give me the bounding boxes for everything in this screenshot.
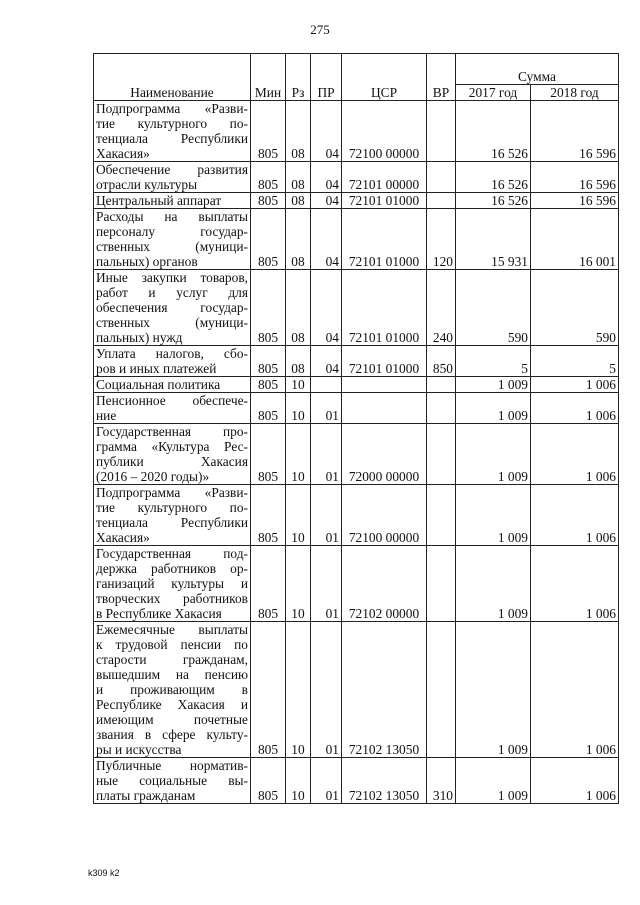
row-rz: 10	[286, 485, 311, 546]
row-csr: 72101 01000	[342, 193, 427, 209]
row-sum-2017: 1 009	[456, 485, 531, 546]
row-sum-2018: 1 006	[531, 377, 619, 393]
row-name-line: пальных) органов	[96, 254, 198, 269]
row-pr: 04	[311, 101, 342, 162]
row-name-line: звания в сфере культу-	[96, 727, 248, 742]
row-sum-2018: 1 006	[531, 485, 619, 546]
row-name-line: Государственная про-	[96, 424, 248, 439]
table-row	[94, 193, 619, 209]
header-year-2018: 2018 год	[531, 85, 619, 101]
row-min: 805	[251, 377, 286, 393]
table-row	[94, 758, 619, 804]
table-body	[94, 101, 619, 804]
row-csr: 72000 00000	[342, 424, 427, 485]
row-name	[94, 424, 251, 485]
row-min: 805	[251, 346, 286, 377]
row-sum-2018: 1 006	[531, 424, 619, 485]
table-row	[94, 209, 619, 270]
row-sum-2017: 16 526	[456, 193, 531, 209]
row-sum-2017: 1 009	[456, 393, 531, 424]
row-vr	[427, 622, 456, 758]
row-name-line: Подпрограмма «Разви-	[96, 101, 248, 116]
row-name	[94, 485, 251, 546]
row-name-line: отрасли культуры	[96, 177, 198, 192]
row-sum-2018: 1 006	[531, 393, 619, 424]
row-vr	[427, 101, 456, 162]
row-sum-2017: 1 009	[456, 377, 531, 393]
row-pr: 01	[311, 622, 342, 758]
row-name-line: ственных (муници-	[96, 315, 248, 330]
row-name-line: к трудовой пенсии по	[96, 637, 248, 652]
header-name: Наименование	[94, 54, 251, 101]
row-name-line: Центральный аппарат	[96, 193, 222, 208]
row-rz: 10	[286, 622, 311, 758]
row-rz: 08	[286, 346, 311, 377]
row-name-line: тенциала Республики	[96, 131, 248, 146]
row-name	[94, 622, 251, 758]
row-sum-2018: 16 596	[531, 193, 619, 209]
row-name-line: работ и услуг для	[96, 285, 248, 300]
row-vr	[427, 162, 456, 193]
header-year-2017: 2017 год	[456, 85, 531, 101]
row-name-line: ние	[96, 408, 117, 423]
row-min: 805	[251, 424, 286, 485]
row-sum-2018: 5	[531, 346, 619, 377]
row-name-line: (2016 – 2020 годы)»	[96, 469, 210, 484]
row-name	[94, 546, 251, 622]
row-vr: 240	[427, 270, 456, 346]
row-rz: 10	[286, 546, 311, 622]
row-rz: 08	[286, 270, 311, 346]
row-name-line: пальных) нужд	[96, 330, 183, 345]
row-rz: 10	[286, 377, 311, 393]
row-pr: 04	[311, 193, 342, 209]
row-name-line: имеющим почетные	[96, 712, 248, 727]
row-name-line: ров и иных платежей	[96, 361, 217, 376]
row-name-line: Иные закупки товаров,	[96, 270, 248, 285]
row-sum-2017: 1 009	[456, 622, 531, 758]
row-rz: 08	[286, 101, 311, 162]
row-name-line: Обеспечение развития	[96, 162, 248, 177]
row-csr: 72102 13050	[342, 622, 427, 758]
page-number: 275	[310, 22, 330, 37]
row-min: 805	[251, 193, 286, 209]
row-rz: 10	[286, 758, 311, 804]
row-pr: 01	[311, 546, 342, 622]
row-pr: 04	[311, 209, 342, 270]
table-row	[94, 270, 619, 346]
row-sum-2017: 16 526	[456, 162, 531, 193]
row-vr: 850	[427, 346, 456, 377]
row-name	[94, 270, 251, 346]
row-name-line: Пенсионное обеспече-	[96, 393, 248, 408]
row-csr	[342, 393, 427, 424]
row-pr: 01	[311, 393, 342, 424]
row-vr	[427, 546, 456, 622]
row-name-line: творческих работников	[96, 591, 248, 606]
row-sum-2018: 16 596	[531, 101, 619, 162]
row-name-line: старости гражданам,	[96, 652, 248, 667]
row-name	[94, 758, 251, 804]
row-name-line: Ежемесячные выплаты	[96, 622, 248, 637]
row-min: 805	[251, 209, 286, 270]
row-pr: 04	[311, 162, 342, 193]
row-name-line: грамма «Культура Рес-	[96, 439, 248, 454]
row-name-line: тие культурного по-	[96, 500, 248, 515]
row-sum-2017: 1 009	[456, 758, 531, 804]
header-vr: ВР	[427, 54, 456, 101]
row-name-line: вышедшим на пенсию	[96, 667, 248, 682]
row-name	[94, 346, 251, 377]
row-name-line: Публичные норматив-	[96, 758, 248, 773]
row-vr	[427, 377, 456, 393]
row-sum-2017: 1 009	[456, 546, 531, 622]
row-csr: 72101 01000	[342, 346, 427, 377]
row-csr	[342, 377, 427, 393]
row-csr: 72102 00000	[342, 546, 427, 622]
row-sum-2018: 590	[531, 270, 619, 346]
row-name-line: ры и искусства	[96, 742, 182, 757]
row-csr: 72100 00000	[342, 101, 427, 162]
row-min: 805	[251, 758, 286, 804]
row-name	[94, 377, 251, 393]
row-min: 805	[251, 101, 286, 162]
table-row	[94, 377, 619, 393]
row-name-line: Хакасия»	[96, 146, 150, 161]
table-row	[94, 346, 619, 377]
row-vr	[427, 393, 456, 424]
table-row	[94, 162, 619, 193]
row-name	[94, 162, 251, 193]
row-sum-2017: 1 009	[456, 424, 531, 485]
row-name-line: персоналу государ-	[96, 224, 248, 239]
row-sum-2018: 1 006	[531, 546, 619, 622]
row-csr: 72101 01000	[342, 209, 427, 270]
row-vr	[427, 193, 456, 209]
header-sum: Сумма	[456, 54, 619, 85]
row-name-line: тенциала Республики	[96, 515, 248, 530]
header-pr: ПР	[311, 54, 342, 101]
row-name-line: в Республике Хакасия	[96, 606, 222, 621]
row-rz: 10	[286, 424, 311, 485]
row-name	[94, 209, 251, 270]
row-name-line: Расходы на выплаты	[96, 209, 248, 224]
row-name-line: Республике Хакасия и	[96, 697, 248, 712]
row-csr: 72101 01000	[342, 270, 427, 346]
row-name-line: тие культурного по-	[96, 116, 248, 131]
row-vr	[427, 424, 456, 485]
row-pr: 04	[311, 346, 342, 377]
row-name-line: держка работников ор-	[96, 561, 248, 576]
row-csr: 72102 13050	[342, 758, 427, 804]
row-name-line: Уплата налогов, сбо-	[96, 346, 248, 361]
row-sum-2017: 16 526	[456, 101, 531, 162]
table-row	[94, 622, 619, 758]
row-sum-2018: 1 006	[531, 758, 619, 804]
row-sum-2018: 16 001	[531, 209, 619, 270]
row-name-line: ганизаций культуры и	[96, 576, 248, 591]
row-min: 805	[251, 270, 286, 346]
row-pr: 01	[311, 485, 342, 546]
row-min: 805	[251, 393, 286, 424]
row-pr	[311, 377, 342, 393]
row-pr: 04	[311, 270, 342, 346]
row-sum-2017: 15 931	[456, 209, 531, 270]
header-rz: Рз	[286, 54, 311, 101]
row-min: 805	[251, 622, 286, 758]
row-min: 805	[251, 546, 286, 622]
row-name	[94, 101, 251, 162]
row-pr: 01	[311, 758, 342, 804]
row-csr: 72101 00000	[342, 162, 427, 193]
row-name	[94, 393, 251, 424]
row-vr: 310	[427, 758, 456, 804]
row-name-line: Подпрограмма «Разви-	[96, 485, 248, 500]
table-row	[94, 485, 619, 546]
row-csr: 72100 00000	[342, 485, 427, 546]
row-name-line: Социальная политика	[96, 377, 221, 392]
row-rz: 08	[286, 193, 311, 209]
row-name-line: и проживающим в	[96, 682, 248, 697]
row-vr	[427, 485, 456, 546]
budget-table	[93, 53, 619, 804]
row-name-line: Государственная под-	[96, 546, 248, 561]
row-rz: 10	[286, 393, 311, 424]
row-name-line: Хакасия»	[96, 530, 150, 545]
table-row	[94, 424, 619, 485]
row-pr: 01	[311, 424, 342, 485]
row-min: 805	[251, 162, 286, 193]
row-sum-2017: 5	[456, 346, 531, 377]
footer-code: k309 k2	[88, 868, 120, 878]
row-min: 805	[251, 485, 286, 546]
table-row	[94, 393, 619, 424]
row-name-line: платы гражданам	[96, 788, 196, 803]
row-name-line: обеспечения государ-	[96, 300, 248, 315]
row-sum-2018: 1 006	[531, 622, 619, 758]
row-sum-2017: 590	[456, 270, 531, 346]
header-csr: ЦСР	[342, 54, 427, 101]
row-rz: 08	[286, 209, 311, 270]
row-name-line: ственных (муници-	[96, 239, 248, 254]
row-name	[94, 193, 251, 209]
table-row	[94, 546, 619, 622]
table-row	[94, 101, 619, 162]
row-sum-2018: 16 596	[531, 162, 619, 193]
header-min: Мин	[251, 54, 286, 101]
row-vr: 120	[427, 209, 456, 270]
row-name-line: публики Хакасия	[96, 454, 248, 469]
row-rz: 08	[286, 162, 311, 193]
row-name-line: ные социальные вы-	[96, 773, 248, 788]
